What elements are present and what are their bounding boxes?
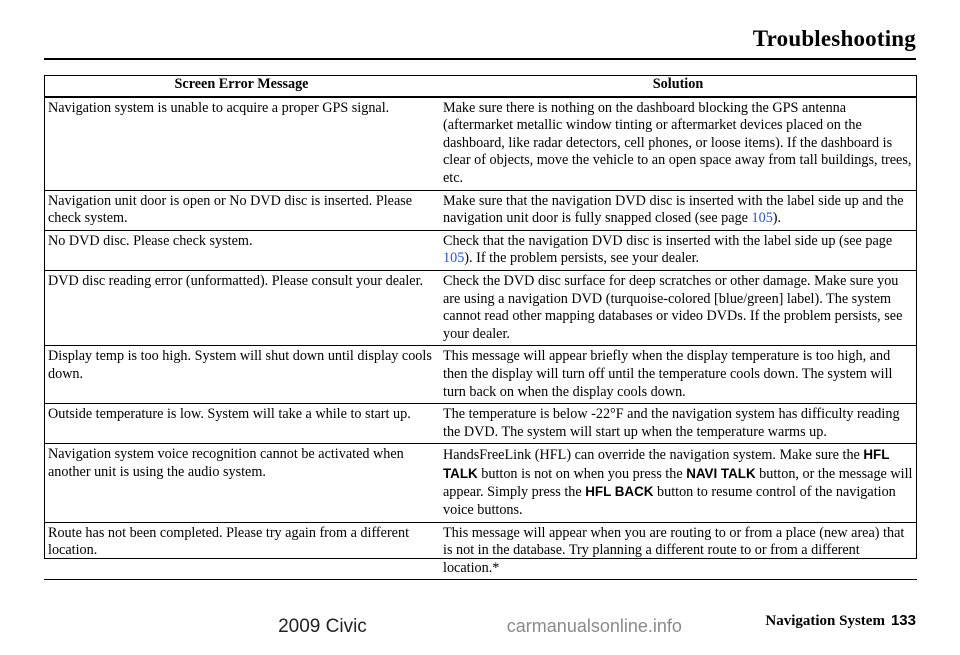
- table-header-row: [44, 75, 917, 97]
- solution-text: Make sure that the navigation DVD disc is inserted with the label side up and the navigation unit door is fully snapped closed (see page: [443, 192, 904, 227]
- hfl-back-button-label: HFL BACK: [585, 484, 654, 500]
- column-header-error-message: Screen Error Message: [44, 75, 439, 97]
- watermark: [0, 616, 960, 638]
- solution-cell: Check the DVD disc surface for deep scratches or other damage. Make sure you are using a navigation DVD (turquoise-colored [blue/green] label). The system cannot read other mapping databases or video DVDs. If the problem persists, see your dealer.: [439, 270, 917, 345]
- watermark-model: 2009 Civic: [278, 616, 367, 637]
- table-row: [44, 444, 917, 522]
- solution-cell: [439, 230, 917, 270]
- page-title: Troubleshooting: [752, 26, 916, 51]
- page-link-105[interactable]: 105: [443, 250, 465, 267]
- solution-text: ).: [772, 210, 782, 227]
- title-divider: [44, 58, 916, 60]
- page-number: 133: [890, 612, 916, 629]
- watermark-site: carmanualsonline.info: [506, 616, 682, 636]
- table-row: [44, 230, 917, 270]
- solution-text: button to resume control of the navigation voice buttons.: [443, 484, 896, 519]
- error-message-cell: Navigation system voice recognition cannot be activated when another unit is using the audio system.: [44, 444, 439, 522]
- footer-section-name: Navigation System: [765, 613, 885, 629]
- navi-talk-button-label: NAVI TALK: [686, 465, 756, 481]
- table-row: [44, 270, 917, 345]
- solution-text: button, or the message will appear. Simply press the: [443, 465, 913, 501]
- table-row: [44, 404, 917, 444]
- solution-cell: This message will appear when you are routing to or from a place (new area) that is not in the database. Try planning a different route to or from a different location.*: [439, 522, 917, 580]
- page-link-105[interactable]: 105: [751, 210, 773, 227]
- table-row: [44, 346, 917, 404]
- error-message-cell: Outside temperature is low. System will take a while to start up.: [44, 404, 439, 444]
- error-message-cell: Display temp is too high. System will shut down until display cools down.: [44, 346, 439, 404]
- error-message-cell: No DVD disc. Please check system.: [44, 230, 439, 270]
- table-row: [44, 97, 917, 190]
- solution-cell: [439, 444, 917, 522]
- troubleshooting-table: [44, 75, 917, 580]
- solution-text: button is not on when you press the: [477, 465, 687, 482]
- hfl-talk-button-label: HFL TALK: [443, 447, 890, 481]
- error-message-cell: Route has not been completed. Please try again from a different location.: [44, 522, 439, 580]
- column-header-solution: Solution: [439, 75, 917, 97]
- error-message-cell: Navigation unit door is open or No DVD disc is inserted. Please check system.: [44, 190, 439, 230]
- solution-text: ). If the problem persists, see your dealer.: [464, 250, 700, 267]
- solution-cell: Make sure there is nothing on the dashboard blocking the GPS antenna (aftermarket metallic window tinting or aftermarket devices placed on the dashboard, like radar detectors, cell phones, or loose items). If the dashboard is clear of objects, move the vehicle to an open space away from tall buildings, trees, etc.: [439, 97, 917, 190]
- solution-cell: [439, 190, 917, 230]
- solution-cell: This message will appear briefly when the display temperature is too high, and then the display will turn off until the temperature cools down. The system will turn back on when the display cools down.: [439, 346, 917, 404]
- error-message-cell: DVD disc reading error (unformatted). Please consult your dealer.: [44, 270, 439, 345]
- table-row: [44, 190, 917, 230]
- table-row: [44, 522, 917, 580]
- solution-cell: The temperature is below -22°F and the navigation system has difficulty reading the DVD. The system will start up when the temperature warms up.: [439, 404, 917, 444]
- solution-text: Check that the navigation DVD disc is inserted with the label side up (see page: [443, 232, 893, 249]
- solution-text: HandsFreeLink (HFL) can override the navigation system. Make sure the: [443, 447, 864, 464]
- error-message-cell: Navigation system is unable to acquire a proper GPS signal.: [44, 97, 439, 190]
